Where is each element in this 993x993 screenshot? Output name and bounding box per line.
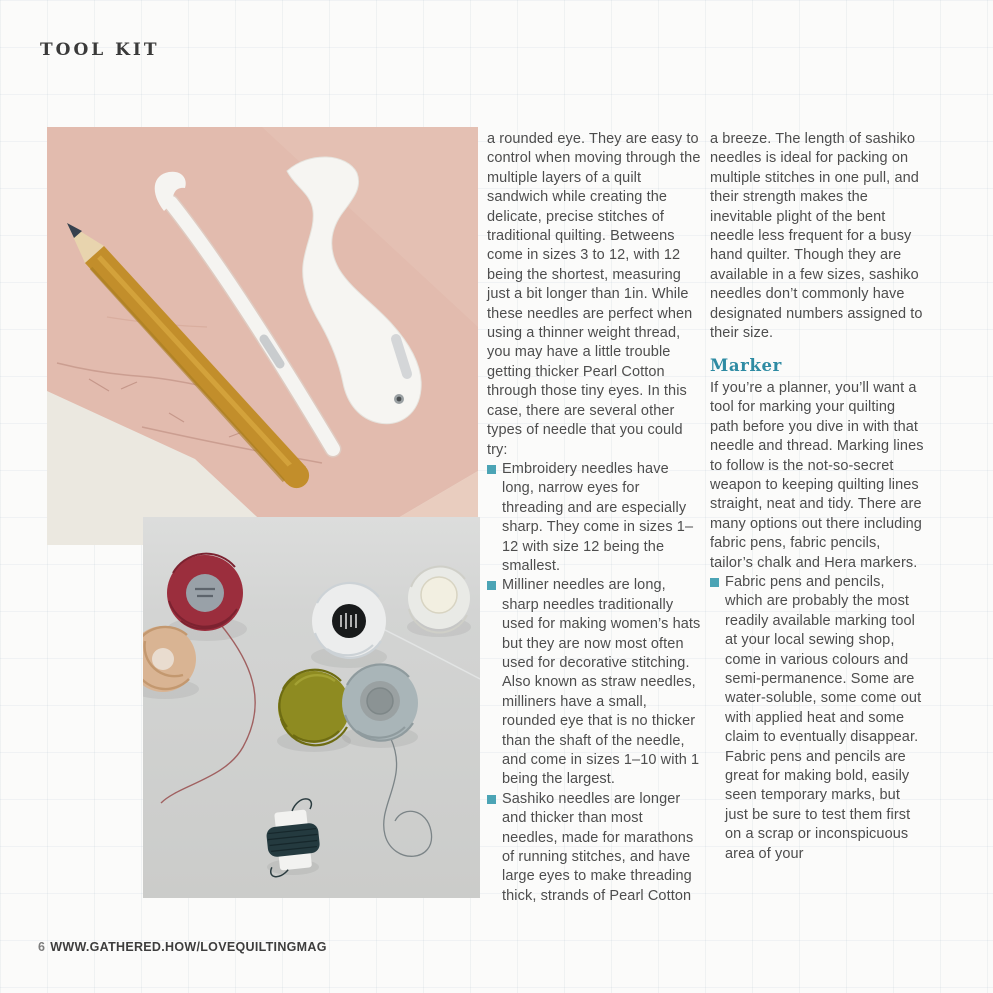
thread-ball-cream: [408, 567, 470, 633]
section-kicker: TOOL KIT: [40, 40, 160, 60]
bullet-square-icon: [487, 581, 496, 590]
page-footer: [38, 940, 327, 954]
text-column-left: [487, 130, 701, 906]
bullet-square-icon: [710, 578, 719, 587]
list-item-text: Fabric pens and pencils, which are probably the most readily available marking tool at your local sewing shop, come in various colours and semi-permanence. Some are water-soluble, some come out with applied heat and some claim to eventually disappear. Fabric pens and pencils are great for making bold, easily seen temporary marks, but just be sure to test them first on a scrap or inconspicuous area of your: [725, 573, 922, 862]
quilting-tools-illustration: [47, 127, 478, 545]
list-item-sashiko-needles: [487, 790, 701, 906]
marker-types-list: [710, 573, 924, 864]
list-item-fabric-pens: [710, 573, 924, 864]
col2-intro: a breeze. The length of sashiko needles is ideal for packing on multiple stitches in one pull, and their strength makes the inevitable plight of the bent needle less frequent for a busy hand quilter. Though they are available in a few sizes, sashiko needles don’t commonly have designated numbers assigned to their size.: [710, 131, 923, 342]
list-item-milliner-needles: [487, 576, 701, 789]
text-column-right: [710, 130, 924, 864]
list-item-text: Milliner needles are long, sharp needles traditionally used for making women’s hats but they are now most often used for decorative stitching. Also known as straw needles, milliners have a small, rounded eye that is no thicker than the shaft of the needle, and come in sizes 1–10 with 1 being the largest.: [502, 577, 701, 788]
list-item-text: Embroidery needles have long, narrow eyes for threading and are especially sharp. They come in sizes 1–12 with size 12 being the smallest.: [502, 460, 694, 574]
footer-url: WWW.GATHERED.HOW/LOVEQUILTINGMAG: [50, 940, 327, 954]
needle-types-list: [487, 460, 701, 906]
thread-ball-silver: [342, 664, 418, 741]
photo-thread-balls: [143, 517, 480, 898]
bullet-square-icon: [487, 465, 496, 474]
col1-intro: a rounded eye. They are easy to control when moving through the multiple layers of a quilt sandwich while creating the delicate, precise stitches of traditional quilting. Betweens come in sizes 3 to 12, with 12 being the shortest, measuring just a bit longer than 1in. While these needles are perfect when using a thinner weight thread, you may have a little trouble getting thicker Pearl Cotton through those tiny eyes. In this case, there are several other types of needle that you could try:: [487, 131, 701, 458]
photo-quilting-tools: [47, 127, 478, 545]
page-number: 6: [38, 940, 46, 954]
list-item-text: Sashiko needles are longer and thicker than most needles, made for marathons of running stitches, and have large eyes to make threading thick, strands of Pearl Cotton: [502, 790, 694, 904]
thread-balls-illustration: [143, 517, 480, 898]
list-item-embroidery-needles: [487, 460, 701, 576]
bullet-square-icon: [487, 795, 496, 804]
col2-body: If you’re a planner, you’ll want a tool for marking your quilting path before you dive in with that needle and thread. Marking lines to follow is the not-so-secret weapon to keeping quilting lines straight, neat and tidy. There are many options out there including fabric pens, fabric pencils, tailor’s chalk and Hera markers.: [710, 379, 924, 571]
marker-heading: Marker: [710, 356, 782, 376]
